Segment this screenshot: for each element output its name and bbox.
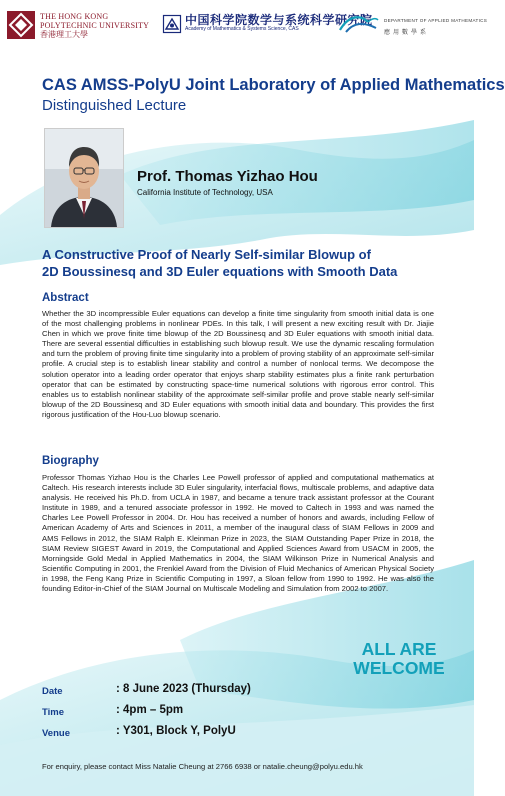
speaker-portrait-image bbox=[45, 129, 123, 227]
talk-title bbox=[42, 246, 442, 280]
time-value: : 4pm – 5pm bbox=[116, 704, 184, 716]
date-label: Date bbox=[42, 686, 63, 697]
abstract-heading: Abstract bbox=[42, 292, 89, 304]
speaker-name: Prof. Thomas Yizhao Hou bbox=[137, 168, 318, 185]
dept-name-english: DEPARTMENT OF APPLIED MATHEMATICS bbox=[384, 18, 488, 23]
enquiry-footer: For enquiry, please contact Miss Natalie Cheung at 2766 6938 or natalie.cheung@polyu.edu.hk bbox=[42, 762, 363, 771]
time-label: Time bbox=[42, 707, 65, 718]
biography-text: Professor Thomas Yizhao Hou is the Charles Lee Powell professor of applied and computational mathematics at Caltech. His research interests include 3D Euler singularity, interfacial flows, multiscale problems, and adaptive data analysis. He received his Ph.D. from UCLA in 1987, and became a tenure track assistant professor at the Courant Institute in 1989, and a tenured associate professor in 1992. He moved to Caltech in 1993 and was named the Charles Lee Powell Professor in 2004. Dr. Hou has received a number of honors and awards, including Fellow of American Academy of Arts and Sciences in 2011, a member of the inaugural class of SIAM Fellows in 2009 and AMS Fellows in 2012, the SIAM Ralph E. Kleinman Prize in 2023, the SIAM Outstanding Paper Prize in 2018, the SIAM Review SIGEST Award in 2019, the Computational and Applied Sciences Award from USACM in 2005, the Morningside Gold Medal in Applied Mathematics in 2004, the SIAM Wilkinson Prize in Numerical Analysis and Scientific Computing in 2001, the Frenkiel Award from the Division of Fluid Mechanics of American Physical Society in 1998, the Feng Kang Prize in Scientific Computing in 1997, a Sloan fellow from 1990 to 1992. He was also the founding Editor-in-Chief of the SIAM Journal on Multiscale Modeling and Simulation from 2002 to 2007. bbox=[42, 473, 434, 594]
talk-title-line1: A Constructive Proof of Nearly Self-similar Blowup of bbox=[42, 247, 371, 262]
venue-label: Venue bbox=[42, 728, 70, 739]
polyu-name-chinese: 香港理工大學 bbox=[40, 29, 88, 39]
date-value: : 8 June 2023 (Thursday) bbox=[116, 683, 251, 695]
event-title: CAS AMSS-PolyU Joint Laboratory of Applied Mathematics bbox=[42, 76, 505, 94]
polyu-logo bbox=[6, 10, 149, 40]
welcome-banner bbox=[344, 640, 454, 678]
amss-emblem-icon bbox=[163, 15, 181, 33]
dept-applied-math-logo bbox=[338, 12, 487, 36]
biography-heading: Biography bbox=[42, 455, 99, 467]
polyu-seal-icon bbox=[6, 10, 36, 40]
amss-name-chinese: 中国科学院数学与系统科学研究院 bbox=[185, 13, 373, 27]
venue-value: : Y301, Block Y, PolyU bbox=[116, 725, 236, 737]
event-subtitle: Distinguished Lecture bbox=[42, 97, 187, 114]
amss-name-english: Academy of Mathematics & Systems Science, CAS bbox=[185, 26, 299, 32]
welcome-line2: WELCOME bbox=[353, 658, 445, 678]
dept-name-chinese: 應用數學系 bbox=[384, 30, 430, 36]
polyu-name-line1: THE HONG KONG bbox=[40, 11, 109, 21]
welcome-line1: ALL ARE bbox=[361, 639, 437, 659]
speaker-photo bbox=[44, 128, 124, 228]
abstract-text: Whether the 3D incompressible Euler equations can develop a finite time singularity from smooth initial data is one of the most challenging problems in nonlinear PDEs. In this talk, I will present a new exciting result with Dr. Jiajie Chen in which we prove finite time blowup of the 2D Boussinesq and 3D Euler equations with smooth initial data. There are several essential difficulties in establishing such blowup result. We use the dynamic rescaling formulation and turn the problem of proving finite time singularity into a problem of proving stability of an approximate self-similar profile. A crucial step is to establish linear stability and control a number of nonlocal terms. We decompose the solution operator into a leading order operator that enjoys sharp stability estimates plus a finite rank perturbation operator that can be estimated by constructing space-time numerical solutions with rigorous error control. This enables us to establish nonlinear stability of the approximate self-similar profile and prove stable nearly self-similar blowup of the 2D Boussinesq and 3D Euler equations with smooth initial data and boundary. This provides the first rigorous justification of the Hou-Luo blowup scenario. bbox=[42, 309, 434, 419]
dept-wave-icon bbox=[338, 12, 380, 36]
talk-title-line2: 2D Boussinesq and 3D Euler equations with Smooth Data bbox=[42, 264, 398, 279]
polyu-name-line2: POLYTECHNIC UNIVERSITY bbox=[40, 20, 150, 30]
speaker-institution: California Institute of Technology, USA bbox=[137, 188, 273, 197]
